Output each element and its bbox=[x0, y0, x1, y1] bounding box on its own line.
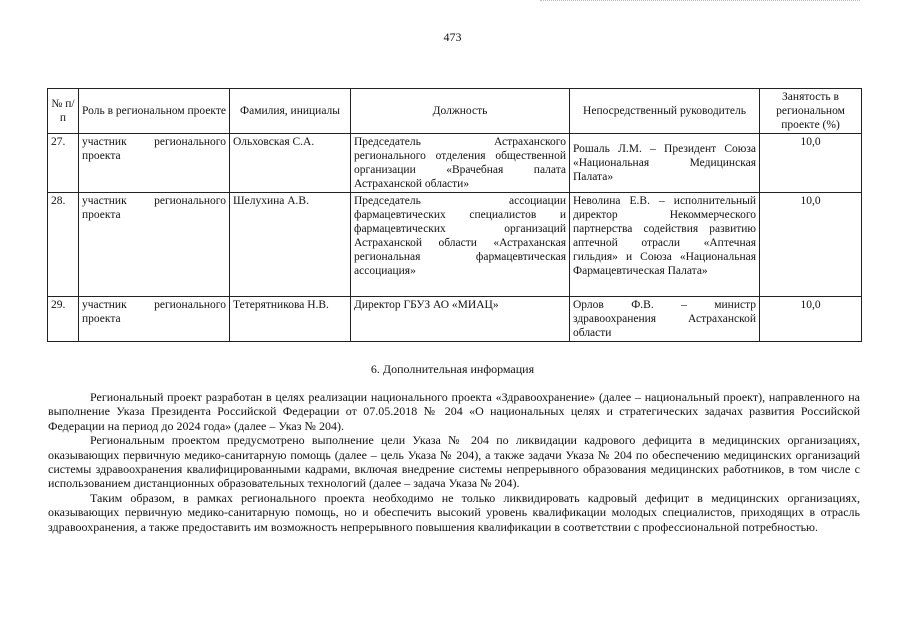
row-occupancy: 10,0 bbox=[760, 193, 862, 297]
row-role: участник регионального проекта bbox=[79, 134, 230, 193]
additional-information-text bbox=[48, 390, 860, 534]
header-number: № п/п bbox=[48, 89, 79, 134]
row-supervisor: Рошаль Л.М. – Президент Союза «Национальная Медицинская Палата» bbox=[570, 134, 760, 193]
row-role: участник регионального проекта bbox=[79, 297, 230, 342]
table-header-row bbox=[48, 89, 862, 134]
table-row bbox=[48, 134, 862, 193]
row-position: Председатель ассоциации фармацевтических специалистов и фармацевтических организаций Астраханской области «Астраханская региональная фармацевтическая ассоциация» bbox=[351, 193, 570, 297]
header-supervisor: Непосредственный руководитель bbox=[570, 89, 760, 134]
paragraph: Региональным проектом предусмотрено выполнение цели Указа № 204 по ликвидации кадрового дефицита в медицинских организациях, оказывающих первичную медико-санитарную помощь (далее – цель Указа № 204), а также задачи Указа № 204 по обеспечению медицинских организаций системы здравоохранения квалифицированными кадрами, включая внедрение системы непрерывного образования медицинских работников, в том числе с использованием дистанционных образовательных технологий (далее – задача Указа № 204). bbox=[48, 433, 860, 491]
section-title: 6. Дополнительная информация bbox=[370, 362, 535, 376]
row-supervisor: Неволина Е.В. – исполнительный директор Некоммерческого партнерства содействия развитию аптечной отрасли «Аптечная гильдия» и Союза «Национальная Фармацевтическая Палата» bbox=[570, 193, 760, 297]
row-name: Ольховская С.А. bbox=[230, 134, 351, 193]
project-participants-table bbox=[47, 88, 862, 342]
header-role: Роль в региональном проекте bbox=[79, 89, 230, 134]
row-occupancy: 10,0 bbox=[760, 297, 862, 342]
table-row bbox=[48, 193, 862, 297]
table-row bbox=[48, 297, 862, 342]
paragraph: Таким образом, в рамках регионального проекта необходимо не только ликвидировать кадровый дефицит в медицинских организациях, оказывающих первичную медико-санитарную помощь, но и обеспечить высокий уровень квалификации молодых специалистов, приходящих в отрасль здравоохранения, а также предоставить им возможность непрерывного повышения квалификации в соответствии с профессиональной потребностью. bbox=[48, 490, 860, 534]
row-occupancy: 10,0 bbox=[760, 134, 862, 193]
header-position: Должность bbox=[351, 89, 570, 134]
row-number: 28. bbox=[48, 193, 79, 297]
row-number: 27. bbox=[48, 134, 79, 193]
row-supervisor: Орлов Ф.В. – министр здравоохранения Астраханской области bbox=[570, 297, 760, 342]
header-name: Фамилия, инициалы bbox=[230, 89, 351, 134]
top-edge-marks bbox=[540, 0, 860, 5]
paragraph: Региональный проект разработан в целях реализации национального проекта «Здравоохранение» (далее – национальный проект), направленного на выполнение Указа Президента Российской Федерации от 07.05.2018 № 204 «О национальных целях и стратегических задачах развития Российской Федерации на период до 2024 года» (далее – Указ № 204). bbox=[48, 390, 860, 433]
row-name: Шелухина А.В. bbox=[230, 193, 351, 297]
row-position: Председатель Астраханского регионального отделения общественной организации «Врачебная палата Астраханской области» bbox=[351, 134, 570, 193]
page-number: 473 bbox=[443, 30, 462, 44]
row-role: участник регионального проекта bbox=[79, 193, 230, 297]
header-occupancy: Занятость в региональном проекте (%) bbox=[760, 89, 862, 134]
row-position: Директор ГБУЗ АО «МИАЦ» bbox=[351, 297, 570, 342]
row-name: Тетерятникова Н.В. bbox=[230, 297, 351, 342]
row-number: 29. bbox=[48, 297, 79, 342]
